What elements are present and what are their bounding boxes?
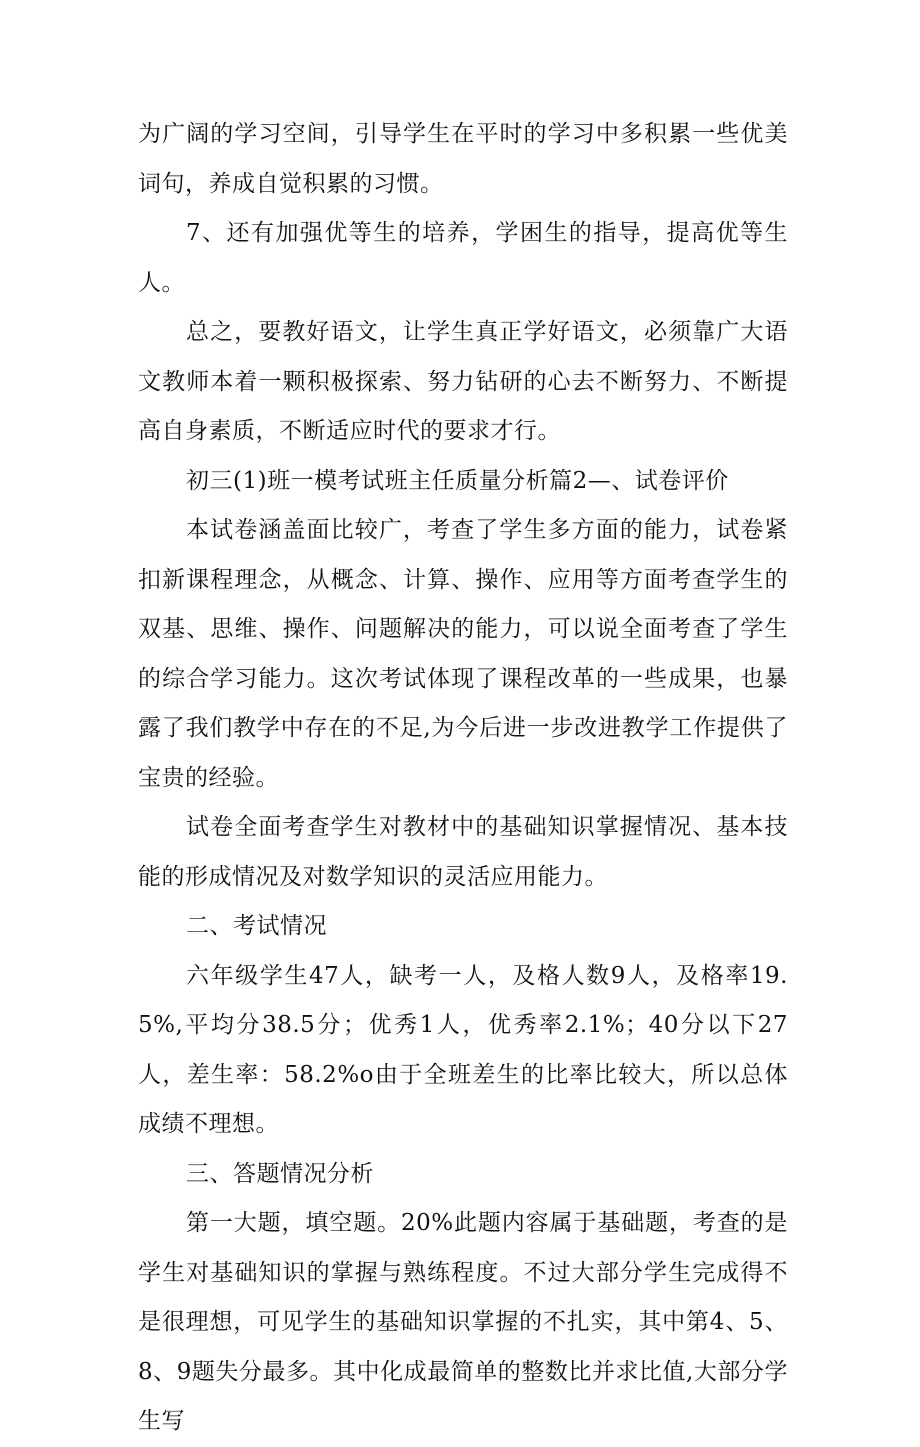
section-heading-exam-situation: 二、考试情况	[186, 913, 327, 939]
section-heading-paper-2: 初三(1)班一模考试班主任质量分析篇2—、试卷评价	[186, 467, 729, 494]
paragraph-8: 六年级学生47人，缺考一人，及格人数9人，及格率19.5%,平均分38.5分；优秀1人，优秀率2.1%；40分以下27人，差生率：58.2%o由于全班差生的比率比较大，所以总体成绩不理想。	[138, 962, 788, 1137]
paragraph-10: 第一大题，填空题。20%此题内容属于基础题，考查的是学生对基础知识的掌握与熟练程度。不过大部分学生完成得不是很理想，可见学生的基础知识掌握的不扎实，其中第4、5、8、9题失分最多。其中化成最简单的整数比并求比值,大部分学生写	[138, 1210, 788, 1434]
section-heading-answer-analysis: 三、答题情况分析	[186, 1160, 374, 1187]
paragraph-6: 试卷全面考查学生对教材中的基础知识掌握情况、基本技能的形成情况及对数学知识的灵活应用能力。	[138, 814, 788, 890]
paragraph-5: 本试卷涵盖面比较广，考查了学生多方面的能力，试卷紧扣新课程理念，从概念、计算、操作、应用等方面考查学生的双基、思维、操作、问题解决的能力，可以说全面考查了学生的综合学习能力。这次考试体现了课程改革的一些成果，也暴露了我们教学中存在的不足,为今后进一步改进教学工作提供了宝贵的经验。	[138, 517, 788, 791]
document-body	[138, 110, 788, 1447]
paragraph-1: 为广阔的学习空间，引导学生在平时的学习中多积累一些优美词句，养成自觉积累的习惯。	[138, 121, 788, 197]
paragraph-3: 总之，要教好语文，让学生真正学好语文，必须靠广大语文教师本着一颗积极探索、努力钻研的心去不断努力、不断提高自身素质，不断适应时代的要求才行。	[138, 319, 788, 444]
paragraph-2: 7、还有加强优等生的培养，学困生的指导，提高优等生人。	[138, 220, 788, 296]
